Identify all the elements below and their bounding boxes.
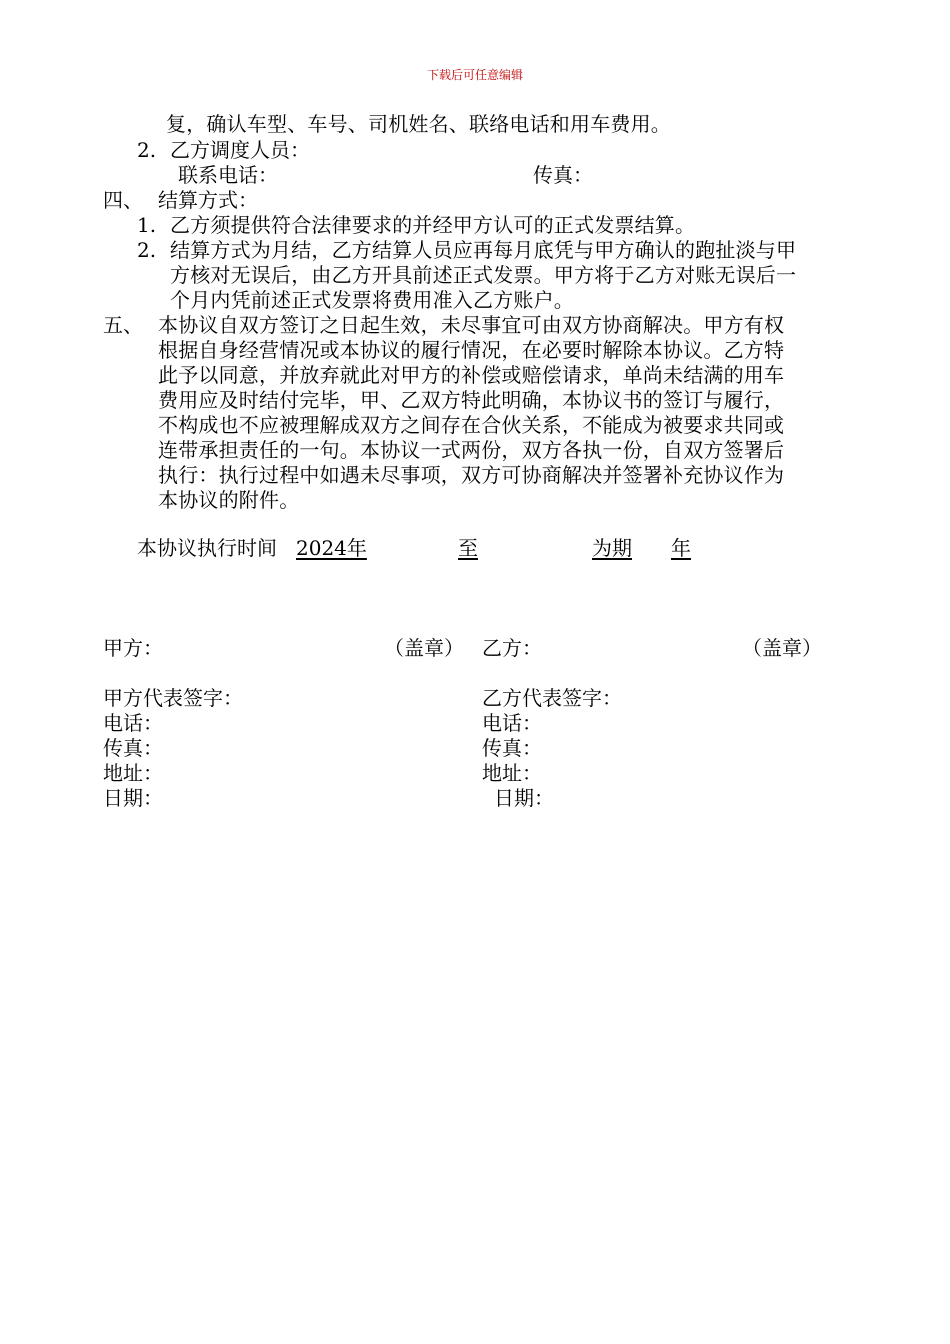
paragraph-line: 结算方式为月结，乙方结算人员应再每月底凭与甲方确认的跑扯淡与甲 bbox=[170, 238, 797, 262]
party-b-address-label: 地址： bbox=[482, 761, 542, 785]
paragraph-line: 本协议的附件。 bbox=[158, 488, 300, 512]
paragraph-line: 乙方须提供符合法律要求的并经甲方认可的正式发票结算。 bbox=[170, 213, 696, 237]
paragraph-line: 本协议自双方签订之日起生效，未尽事宜可由双方协商解决。甲方有权 bbox=[158, 313, 785, 337]
paragraph-line: 执行：执行过程中如遇未尽事项，双方可协商解决并签署补充协议作为 bbox=[158, 463, 785, 487]
dispatcher-label: 乙方调度人员： bbox=[170, 138, 310, 162]
section-title: 结算方式： bbox=[158, 188, 258, 212]
list-number: 2. bbox=[137, 238, 157, 262]
party-a-seal: （盖章） bbox=[384, 636, 464, 660]
list-number: 1. bbox=[137, 213, 157, 237]
header-watermark: 下载后可任意编辑 bbox=[426, 68, 523, 82]
paragraph-line: 根据自身经营情况或本协议的履行情况，在必要时解除本协议。乙方特 bbox=[158, 338, 785, 362]
term-to: 至 bbox=[458, 536, 478, 560]
contact-phone-label: 联系电话： bbox=[178, 163, 278, 187]
party-b-fax-label: 传真： bbox=[482, 736, 542, 760]
fax-label: 传真： bbox=[533, 163, 593, 187]
section-number: 四、 bbox=[103, 188, 143, 212]
term-label: 本协议执行时间 bbox=[137, 536, 277, 560]
party-a-phone-label: 电话： bbox=[103, 711, 163, 735]
paragraph-line: 不构成也不应被理解成双方之间存在合伙关系，不能成为被要求共同或 bbox=[158, 413, 785, 437]
paragraph-line: 连带承担责任的一句。本协议一式两份，双方各执一份，自双方签署后 bbox=[158, 438, 785, 462]
paragraph-line: 方核对无误后，由乙方开具前述正式发票。甲方将于乙方对账无误后一 bbox=[170, 263, 797, 287]
party-a-label: 甲方： bbox=[103, 636, 163, 660]
party-b-date-label: 日期： bbox=[494, 786, 554, 810]
paragraph-line: 此予以同意，并放弃就此对甲方的补偿或赔偿请求，单尚未结满的用车 bbox=[158, 363, 785, 387]
party-b-phone-label: 电话： bbox=[482, 711, 542, 735]
party-a-date-label: 日期： bbox=[103, 786, 163, 810]
list-number: 2. bbox=[137, 138, 157, 162]
term-period: 为期 bbox=[592, 536, 632, 560]
paragraph-line: 复，确认车型、车号、司机姓名、联络电话和用车费用。 bbox=[166, 112, 671, 136]
party-b-label: 乙方： bbox=[482, 636, 542, 660]
term-year: 2024年 bbox=[296, 536, 367, 560]
paragraph-line: 个月内凭前述正式发票将费用准入乙方账户。 bbox=[170, 288, 574, 312]
party-b-rep-label: 乙方代表签字： bbox=[482, 686, 622, 710]
term-year-unit: 年 bbox=[671, 536, 691, 560]
party-a-address-label: 地址： bbox=[103, 761, 163, 785]
party-a-fax-label: 传真： bbox=[103, 736, 163, 760]
paragraph-line: 费用应及时结付完毕，甲、乙双方特此明确，本协议书的签订与履行， bbox=[158, 388, 785, 412]
party-a-rep-label: 甲方代表签字： bbox=[103, 686, 243, 710]
party-b-seal: （盖章） bbox=[742, 636, 822, 660]
section-number: 五、 bbox=[103, 313, 143, 337]
